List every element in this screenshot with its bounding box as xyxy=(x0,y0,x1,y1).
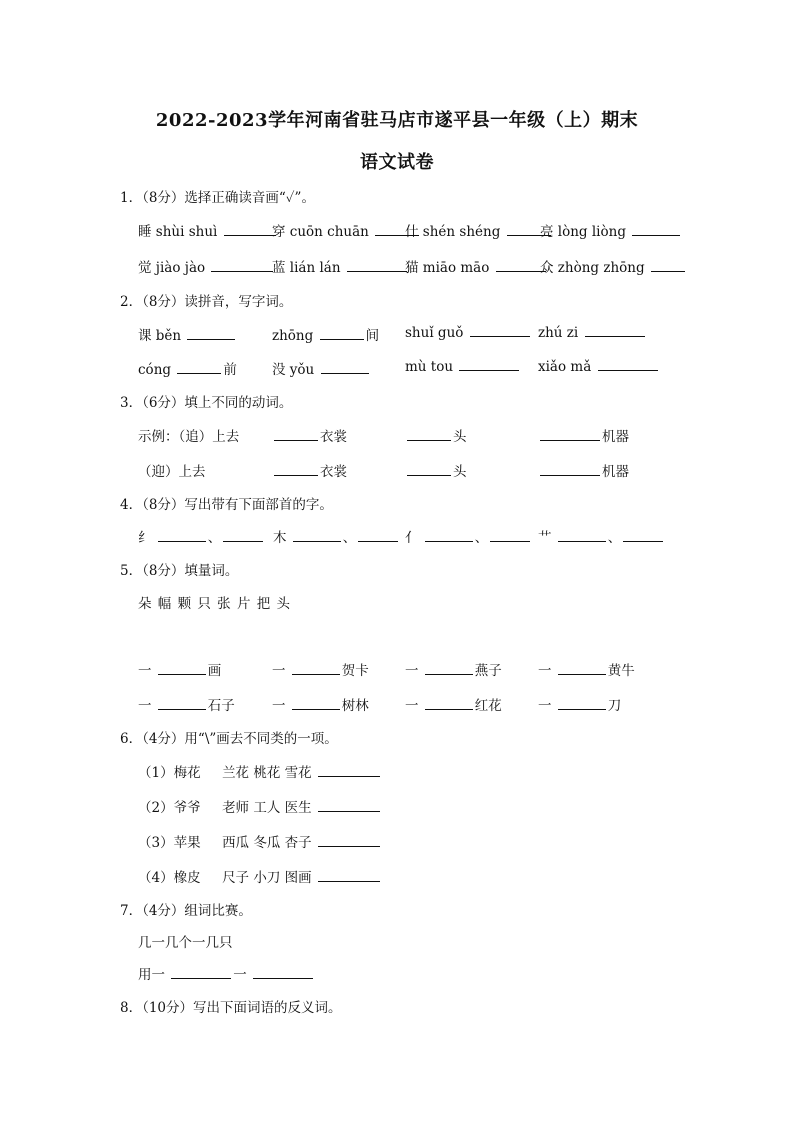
answer-blank[interactable] xyxy=(318,869,380,882)
answer-blank[interactable] xyxy=(223,529,263,542)
q3-item: 机器 xyxy=(538,425,629,445)
answer-blank[interactable] xyxy=(177,361,221,374)
exam-title-line2: 语文试卷 xyxy=(360,152,434,173)
q5-item: 一 树林 xyxy=(272,698,369,714)
answer-blank[interactable] xyxy=(253,966,313,979)
question-5-stem: 5．（8分）填量词。 xyxy=(120,563,239,579)
q4-radical-group: 纟 、 xyxy=(138,526,265,546)
answer-blank[interactable] xyxy=(558,662,606,675)
answer-blank[interactable] xyxy=(585,324,645,337)
q1-item: 睡 shùi shuì xyxy=(138,220,278,240)
question-7-stem: 7．（4分）组词比赛。 xyxy=(120,903,252,919)
q6-item: （3）苹果 西瓜 冬瓜 杏子 xyxy=(138,831,382,851)
answer-blank[interactable] xyxy=(425,529,473,542)
q4-radical-group: 艹 、 xyxy=(538,526,665,546)
q5-item: 一 贺卡 xyxy=(272,663,369,679)
q5-item: 一 石子 xyxy=(138,698,235,714)
answer-blank[interactable] xyxy=(358,529,398,542)
answer-blank[interactable] xyxy=(651,259,685,272)
answer-blank[interactable] xyxy=(321,361,369,374)
q4-radical-group: 亻 、 xyxy=(405,526,532,546)
answer-blank[interactable] xyxy=(292,697,340,710)
answer-blank[interactable] xyxy=(158,529,206,542)
answer-blank[interactable] xyxy=(318,799,380,812)
q5-item: 一 燕子 xyxy=(405,663,502,679)
q2-item: cóng 前 xyxy=(138,362,237,378)
answer-blank[interactable] xyxy=(558,529,606,542)
answer-blank[interactable] xyxy=(425,662,473,675)
answer-blank[interactable] xyxy=(187,327,235,340)
q5-item: 一 画 xyxy=(138,663,222,679)
answer-blank[interactable] xyxy=(224,223,276,236)
q1-item: 什 shén shéng xyxy=(405,220,553,240)
answer-blank[interactable] xyxy=(623,529,663,542)
answer-blank[interactable] xyxy=(318,834,380,847)
answer-blank[interactable] xyxy=(274,428,318,441)
q5-item: 一 刀 xyxy=(538,698,622,714)
answer-blank[interactable] xyxy=(598,358,658,371)
question-3-stem: 3．（6分）填上不同的动词。 xyxy=(120,395,293,411)
question-4-stem: 4．（8分）写出带有下面部首的字。 xyxy=(120,497,333,513)
answer-blank[interactable] xyxy=(540,428,600,441)
q2-item: xiǎo mǎ xyxy=(538,358,660,375)
q5-word-bank: 朵 幅 颗 只 张 片 把 头 xyxy=(138,596,292,612)
q6-item: （1）梅花 兰花 桃花 雪花 xyxy=(138,761,382,781)
answer-blank[interactable] xyxy=(407,428,451,441)
q3-item: 衣裳 xyxy=(272,425,347,445)
answer-blank[interactable] xyxy=(425,697,473,710)
q3-given: （迎）上去 xyxy=(138,464,206,480)
exam-title-line1: 2022-2023学年河南省驻马店市遂平县一年级（上）期末 xyxy=(155,110,639,131)
q2-item: 课 běn xyxy=(138,324,237,344)
q2-item: shuǐ guǒ xyxy=(405,324,532,341)
q3-item: 机器 xyxy=(538,460,629,480)
answer-blank[interactable] xyxy=(158,697,206,710)
q2-item: 没 yǒu xyxy=(272,358,371,378)
q1-item: 众 zhòng zhōng xyxy=(540,256,687,276)
q4-radical-group: 木 、 xyxy=(273,526,400,546)
answer-blank[interactable] xyxy=(171,966,231,979)
answer-blank[interactable] xyxy=(158,662,206,675)
answer-blank[interactable] xyxy=(470,324,530,337)
q1-item: 猫 miāo māo xyxy=(405,256,548,276)
answer-blank[interactable] xyxy=(292,662,340,675)
q2-item: zhú zi xyxy=(538,324,647,341)
question-1-stem: 1．（8分）选择正确读音画“✓”。 xyxy=(120,190,315,206)
answer-blank[interactable] xyxy=(632,223,680,236)
q1-item: 亮 lòng liòng xyxy=(540,220,682,240)
question-6-stem: 6．（4分）用“\”画去不同类的一项。 xyxy=(120,731,338,747)
q3-example: 示例：（追）上去 xyxy=(138,429,240,445)
answer-blank[interactable] xyxy=(558,697,606,710)
answer-blank[interactable] xyxy=(459,358,519,371)
q3-item: 头 xyxy=(405,460,467,480)
q5-item: 一 红花 xyxy=(405,698,502,714)
q2-item: mù tou xyxy=(405,358,521,375)
answer-blank[interactable] xyxy=(496,259,546,272)
q3-item: 衣裳 xyxy=(272,460,347,480)
answer-blank[interactable] xyxy=(540,463,600,476)
q5-item: 一 黄牛 xyxy=(538,663,635,679)
q6-item: （4）橡皮 尺子 小刀 图画 xyxy=(138,866,382,886)
q1-item: 觉 jiào jào xyxy=(138,256,275,276)
q1-item: 穿 cuōn chuān xyxy=(272,220,421,240)
answer-blank[interactable] xyxy=(407,463,451,476)
answer-blank[interactable] xyxy=(320,327,364,340)
answer-blank[interactable] xyxy=(347,259,407,272)
answer-blank[interactable] xyxy=(490,529,530,542)
answer-blank[interactable] xyxy=(211,259,273,272)
q7-item: 用一 一 xyxy=(138,963,315,983)
q6-item: （2）爷爷 老师 工人 医生 xyxy=(138,796,382,816)
question-8-stem: 8．（10分）写出下面词语的反义词。 xyxy=(120,1000,342,1016)
answer-blank[interactable] xyxy=(293,529,341,542)
question-2-stem: 2．（8分）读拼音，写字词。 xyxy=(120,294,293,310)
q2-item: zhōng 间 xyxy=(272,328,380,344)
q3-item: 头 xyxy=(405,425,467,445)
answer-blank[interactable] xyxy=(318,764,380,777)
q1-item: 蓝 lián lán xyxy=(272,256,409,276)
answer-blank[interactable] xyxy=(274,463,318,476)
q7-words: 几一几个一几只 xyxy=(138,935,233,951)
